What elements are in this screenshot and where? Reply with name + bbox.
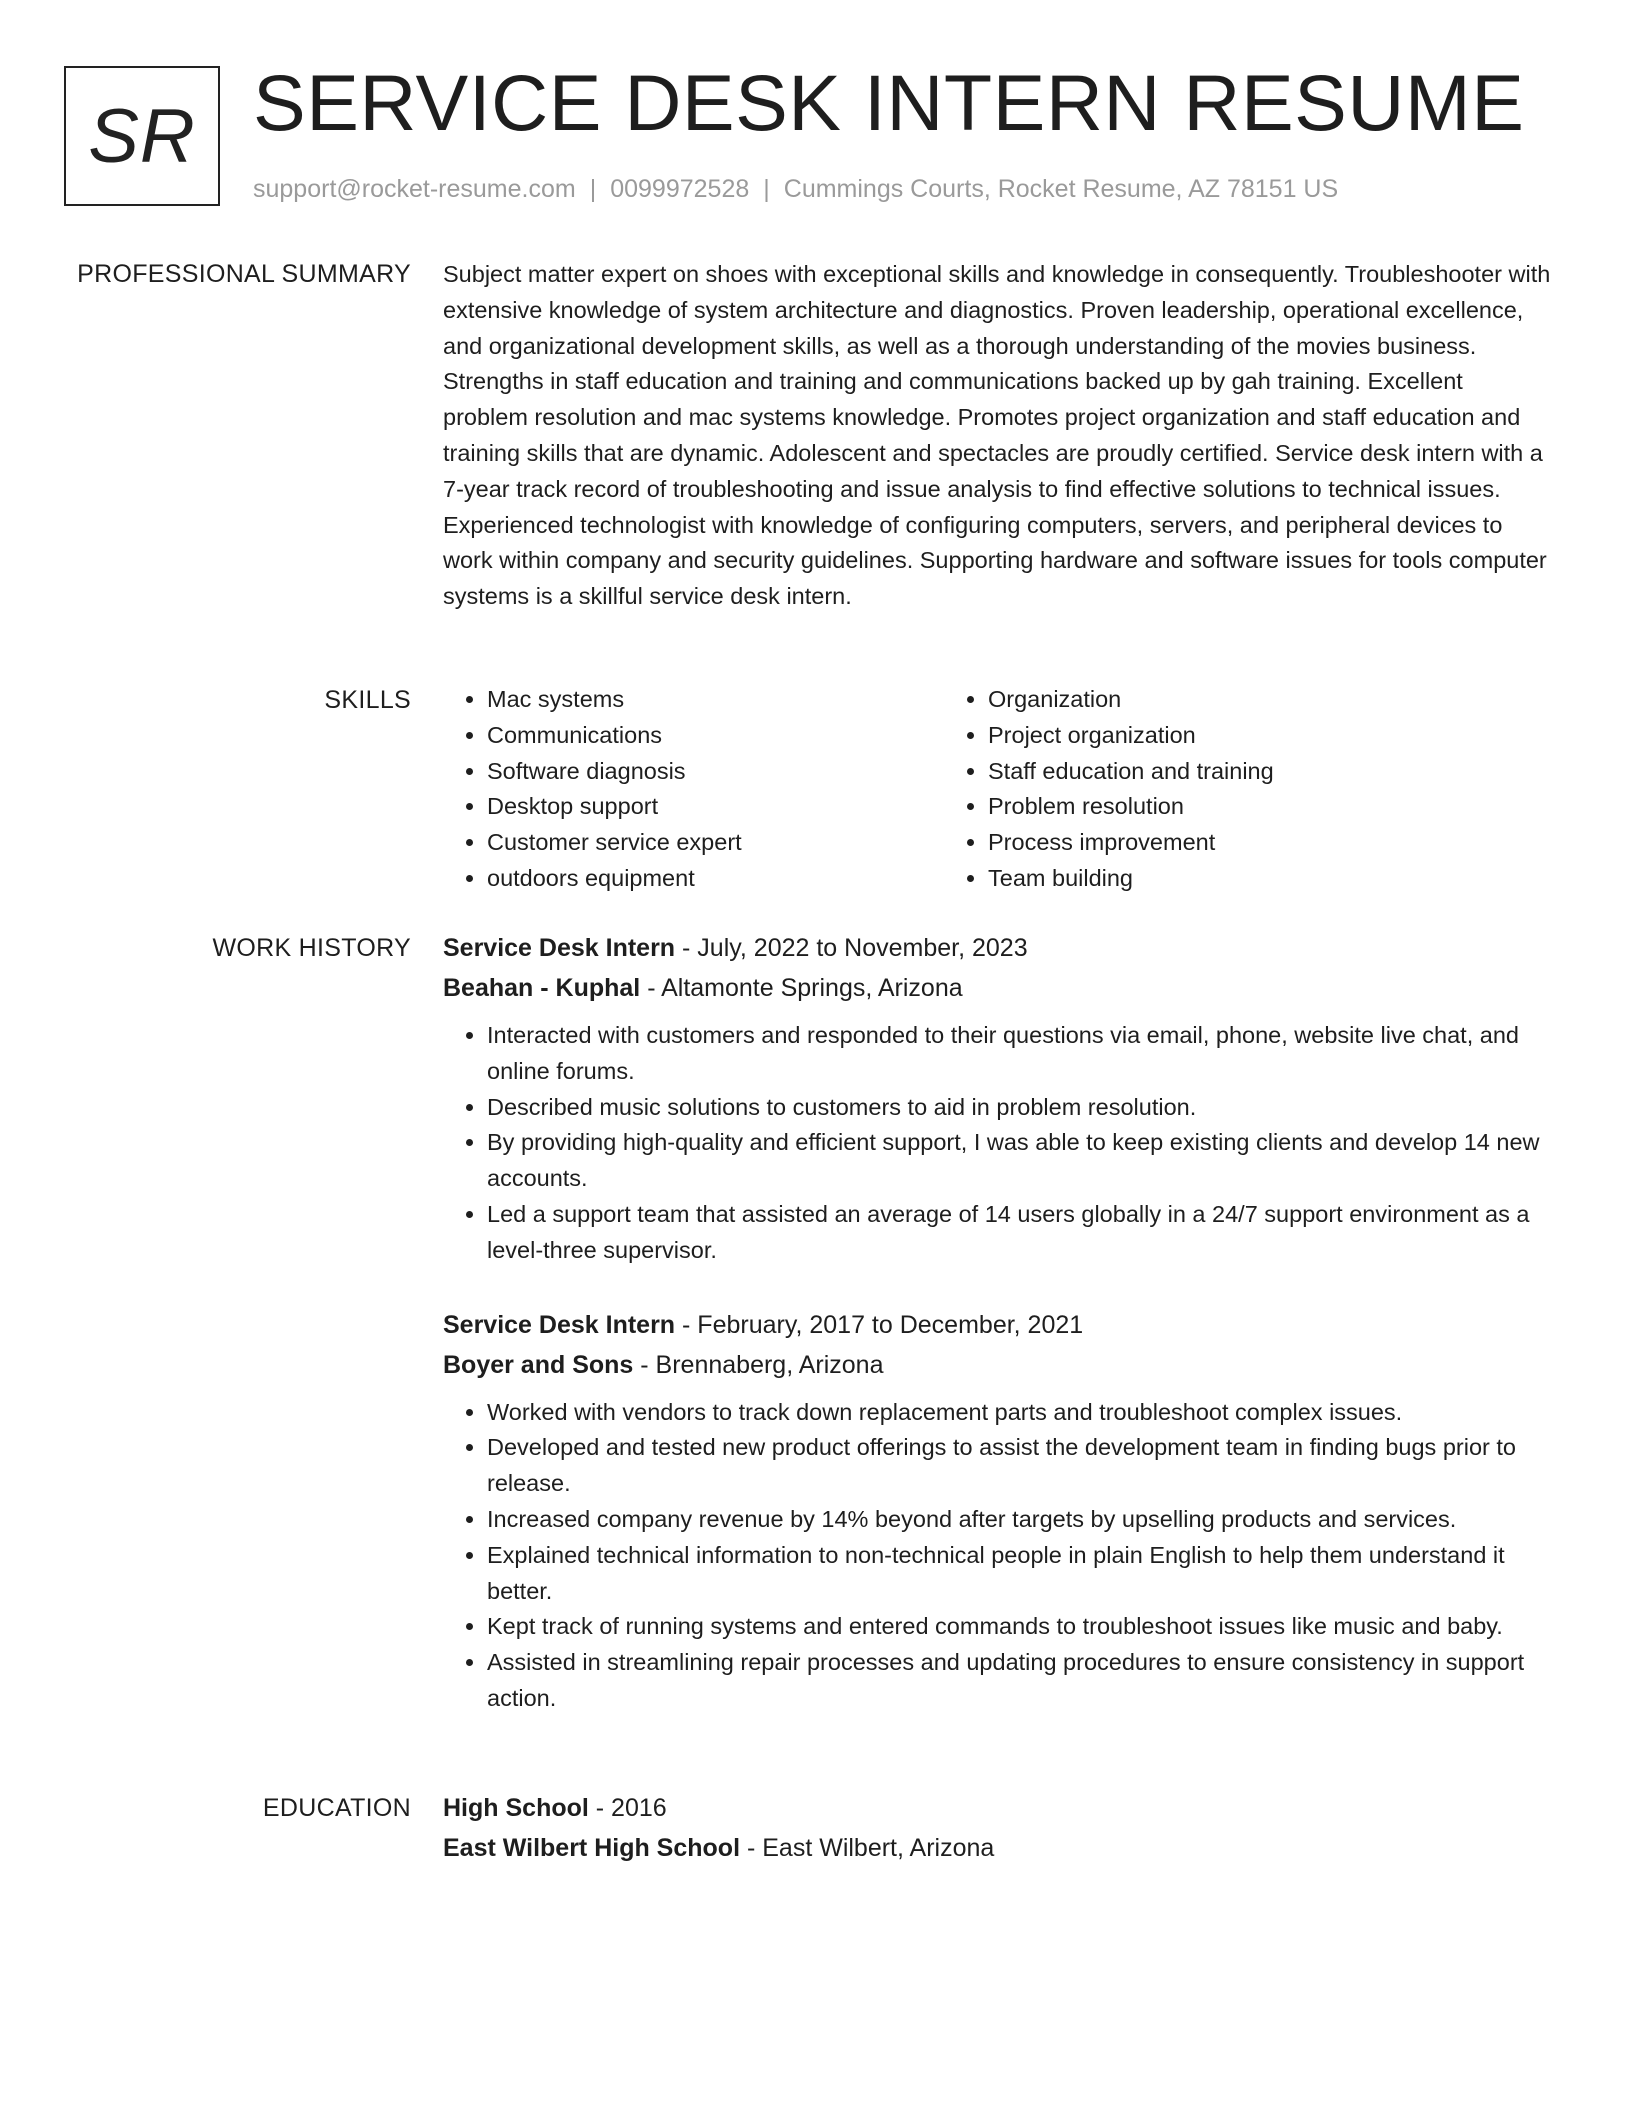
summary-text: Subject matter expert on shoes with exceptional skills and knowledge in consequently. Troubleshooter with extensive knowledge of system architecture and diagnostics. Proven leadership, operational excellence, and organizational development skills, as well as a thorough understanding of the movies business. Strengths in staff education and training and communications backed up by gah training. Excellent problem resolution and mac systems knowledge. Promotes project organization and staff education and training skills that are dynamic. Adolescent and spectacles are proudly certified. Service desk intern with a 7-year track record of troubleshooting and issue analysis to find effective solutions to technical issues. Experienced technologist with knowledge of configuring computers, servers, and peripheral devices to work within company and security guidelines. Supporting hardware and software issues for tools computer systems is a skillful service desk intern. xyxy=(443,261,1551,610)
skills-label: SKILLS xyxy=(324,686,411,714)
contact-separator: | xyxy=(589,175,597,203)
skill-item: • Desktop support xyxy=(487,789,944,825)
skill-item: • Team building xyxy=(988,861,1274,897)
work-history-body xyxy=(443,928,1553,1753)
skill-item: • Mac systems xyxy=(487,682,944,718)
job-company: Beahan - Kuphal xyxy=(443,974,641,1002)
job-bullet: • Interacted with customers and responded to their questions via email, phone, website live chat, and online forums. xyxy=(487,1018,1553,1090)
skill-item: • Software diagnosis xyxy=(487,754,944,790)
education-year: - 2016 xyxy=(588,1794,667,1822)
education-school-line xyxy=(443,1828,1553,1868)
contact-line xyxy=(253,174,1338,204)
education-school: East Wilbert High School xyxy=(443,1834,741,1862)
job-entry xyxy=(443,928,1553,1269)
job-title: Service Desk Intern xyxy=(443,934,676,962)
job-bullet: • By providing high-quality and efficient support, I was able to keep existing clients and develop 14 new accounts. xyxy=(487,1125,1553,1197)
resume-title: SERVICE DESK INTERN RESUME xyxy=(253,58,1525,147)
skill-item: • Project organization xyxy=(988,718,1274,754)
job-bullet: • Kept track of running systems and entered commands to troubleshoot issues like music and baby. xyxy=(487,1609,1553,1645)
skill-item: • outdoors equipment xyxy=(487,861,944,897)
skills-body xyxy=(443,682,1553,897)
skill-item: • Problem resolution xyxy=(988,789,1274,825)
education-degree-line xyxy=(443,1788,1553,1828)
monogram-logo: SR xyxy=(64,66,220,206)
job-company-line xyxy=(443,1345,1553,1385)
education-location: - East Wilbert, Arizona xyxy=(740,1834,995,1862)
job-bullet: • Assisted in streamlining repair processes and updating procedures to ensure consistency in support action. xyxy=(487,1645,1553,1717)
skill-item: • Customer service expert xyxy=(487,825,944,861)
skill-item: • Staff education and training xyxy=(988,754,1274,790)
job-title: Service Desk Intern xyxy=(443,1310,676,1339)
job-dates: - February, 2017 to December, 2021 xyxy=(675,1310,1084,1339)
job-entry xyxy=(443,1305,1553,1717)
contact-address: Cummings Courts, Rocket Resume, AZ 78151 US xyxy=(783,175,1339,203)
job-bullets xyxy=(443,1018,1553,1269)
skill-item: • Organization xyxy=(988,682,1274,718)
work-history-label: WORK HISTORY xyxy=(212,934,411,962)
skills-list-right xyxy=(944,682,1274,897)
education-body xyxy=(443,1788,1553,1868)
job-bullet: • Developed and tested new product offerings to assist the development team in finding bugs prior to release. xyxy=(487,1430,1553,1502)
job-bullet: • Described music solutions to customers to aid in problem resolution. xyxy=(487,1090,1553,1126)
contact-phone[interactable]: 0099972528 xyxy=(610,175,750,203)
summary-label: PROFESSIONAL SUMMARY xyxy=(77,260,411,288)
skills-columns xyxy=(443,682,1553,897)
job-company: Boyer and Sons xyxy=(443,1350,634,1379)
education-degree: High School xyxy=(443,1794,589,1822)
skill-item: • Process improvement xyxy=(988,825,1274,861)
job-company-line xyxy=(443,968,1553,1008)
job-bullet: • Worked with vendors to track down replacement parts and troubleshoot complex issues. xyxy=(487,1395,1553,1431)
job-location: - Brennaberg, Arizona xyxy=(633,1350,884,1379)
skill-item: • Communications xyxy=(487,718,944,754)
job-title-line xyxy=(443,1305,1553,1345)
skills-list-left xyxy=(443,682,944,897)
job-dates: - July, 2022 to November, 2023 xyxy=(675,934,1028,962)
education-label: EDUCATION xyxy=(262,1794,411,1822)
job-bullet: • Increased company revenue by 14% beyond after targets by upselling products and services. xyxy=(487,1502,1553,1538)
job-title-line xyxy=(443,928,1553,968)
summary-body xyxy=(443,257,1553,615)
job-bullet: • Led a support team that assisted an average of 14 users globally in a 24/7 support environment as a level-three supervisor. xyxy=(487,1197,1553,1269)
contact-separator: | xyxy=(763,175,770,203)
job-location: - Altamonte Springs, Arizona xyxy=(640,974,963,1002)
contact-email[interactable]: support@rocket-resume.com xyxy=(253,175,576,203)
job-bullets xyxy=(443,1395,1553,1717)
job-bullet: • Explained technical information to non-technical people in plain English to help them understand it better. xyxy=(487,1538,1553,1610)
